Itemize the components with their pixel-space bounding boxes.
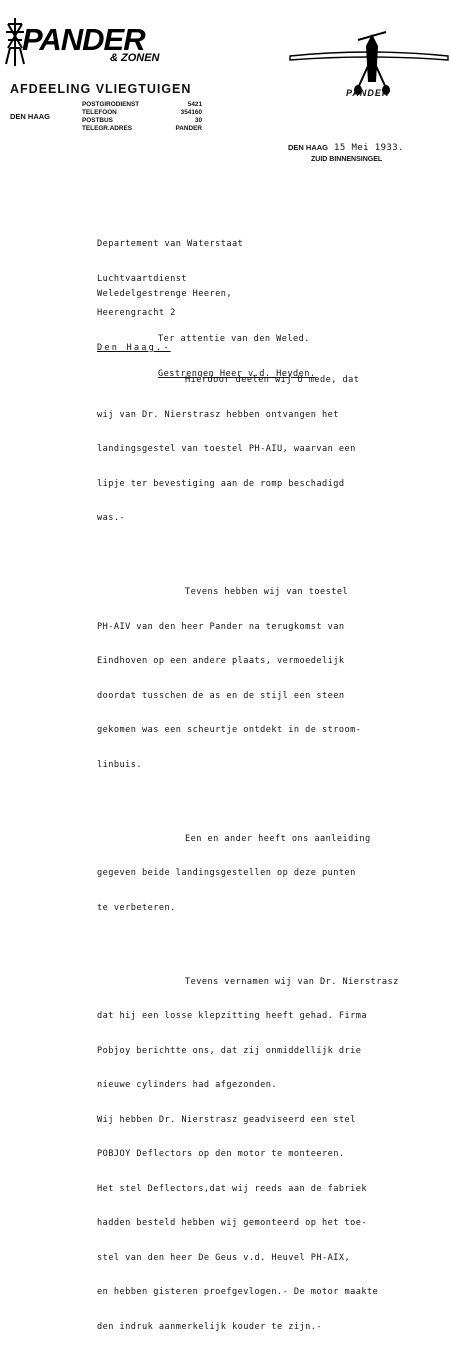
body-line: hadden besteld hebben wij gemonteerd op het toe- bbox=[97, 1218, 367, 1228]
recipient-line: Luchtvaartdienst bbox=[97, 273, 187, 284]
street-address: ZUID BINNENSINGEL bbox=[311, 156, 383, 163]
body-line: te verbeteren. bbox=[97, 902, 176, 913]
recipient-line: Heerengracht 2 bbox=[97, 308, 176, 318]
body-line: wij van Dr. Nierstrasz hebben ontvangen het bbox=[97, 409, 339, 420]
body-line: stel van den heer De Geus v.d. Heuvel PH-AIX, bbox=[97, 1252, 351, 1263]
paragraph-first-line: Een en ander heeft ons aanleiding bbox=[185, 833, 371, 844]
contact-row: POSTBUS 30 bbox=[82, 117, 202, 124]
company-logo bbox=[4, 18, 164, 64]
salutation: Weledelgestrenge Heeren, bbox=[97, 289, 232, 299]
brand-wordmark: PANDER bbox=[22, 22, 145, 57]
body-line: was.- bbox=[97, 513, 126, 523]
contact-row: TELEGR.ADRES PANDER bbox=[82, 125, 202, 132]
body-line: Eindhoven op een andere plaats, vermoedelijk bbox=[97, 656, 345, 666]
contact-row: POSTGIRODIENST 5421 bbox=[82, 101, 202, 108]
body-line: doordat tusschen de as en de stijl een steen bbox=[97, 690, 345, 701]
body-line: dat hij een losse klepzitting heeft gehad. Firma bbox=[97, 1011, 367, 1021]
body-line: Het stel Deflectors,dat wij reeds aan de fabriek bbox=[97, 1183, 367, 1194]
contact-details bbox=[82, 101, 202, 133]
attention-line-1: Ter attentie van den Weled. bbox=[158, 334, 310, 344]
body-line: Wij hebben Dr. Nierstrasz geadviseerd een stel bbox=[97, 1114, 356, 1125]
body-line: gekomen was een scheurtje ontdekt in de stroom- bbox=[97, 725, 362, 735]
letter-date: 15 Mei 1933. bbox=[334, 143, 404, 153]
dateline bbox=[288, 143, 404, 153]
airplane-emblem-icon bbox=[288, 30, 450, 110]
attention-name: Gestrengen Heer v.d. Heyden. bbox=[158, 368, 316, 379]
body-line: en hebben gisteren proefgevlogen.- De motor maakte bbox=[97, 1287, 379, 1297]
contact-row: TELEFOON 354160 bbox=[82, 109, 202, 116]
body-line: gegeven beide landingsgestellen op deze punten bbox=[97, 868, 356, 878]
body-line: linbuis. bbox=[97, 759, 142, 770]
paragraph-first-line: Tevens vernamen wij van Dr. Nierstrasz bbox=[185, 976, 399, 987]
body-line: den indruk aanmerkelijk kouder te zijn.- bbox=[97, 1321, 322, 1332]
letterhead-city: DEN HAAG bbox=[10, 112, 51, 121]
recipient-city: Den Haag.- bbox=[97, 342, 171, 353]
body-line: Pobjoy berichtte ons, dat zij onmiddellijk drie bbox=[97, 1045, 362, 1056]
body-line: POBJOY Deflectors op den motor te monteeren. bbox=[97, 1149, 345, 1159]
recipient-line: Departement van Waterstaat bbox=[97, 239, 244, 249]
body-line: landingsgestel van toestel PH-AIU, waarvan een bbox=[97, 444, 356, 454]
paragraph-first-line: Tevens hebben wij van toestel bbox=[185, 587, 349, 597]
letter-body bbox=[97, 352, 399, 1345]
dateline-city: DEN HAAG bbox=[288, 143, 329, 152]
body-line: lipje ter bevestiging aan de romp beschadigd bbox=[97, 478, 345, 489]
body-line: PH-AIV van den heer Pander na terugkomst van bbox=[97, 621, 345, 632]
emblem-label: PANDER bbox=[346, 88, 390, 98]
company-department: AFDEELING VLIEGTUIGEN bbox=[10, 82, 192, 96]
body-line: nieuwe cylinders had afgezonden. bbox=[97, 1080, 277, 1090]
paragraph-first-line: Hierdoor deelen wij U mede, dat bbox=[185, 375, 360, 385]
brand-subtitle: & ZONEN bbox=[110, 52, 160, 64]
